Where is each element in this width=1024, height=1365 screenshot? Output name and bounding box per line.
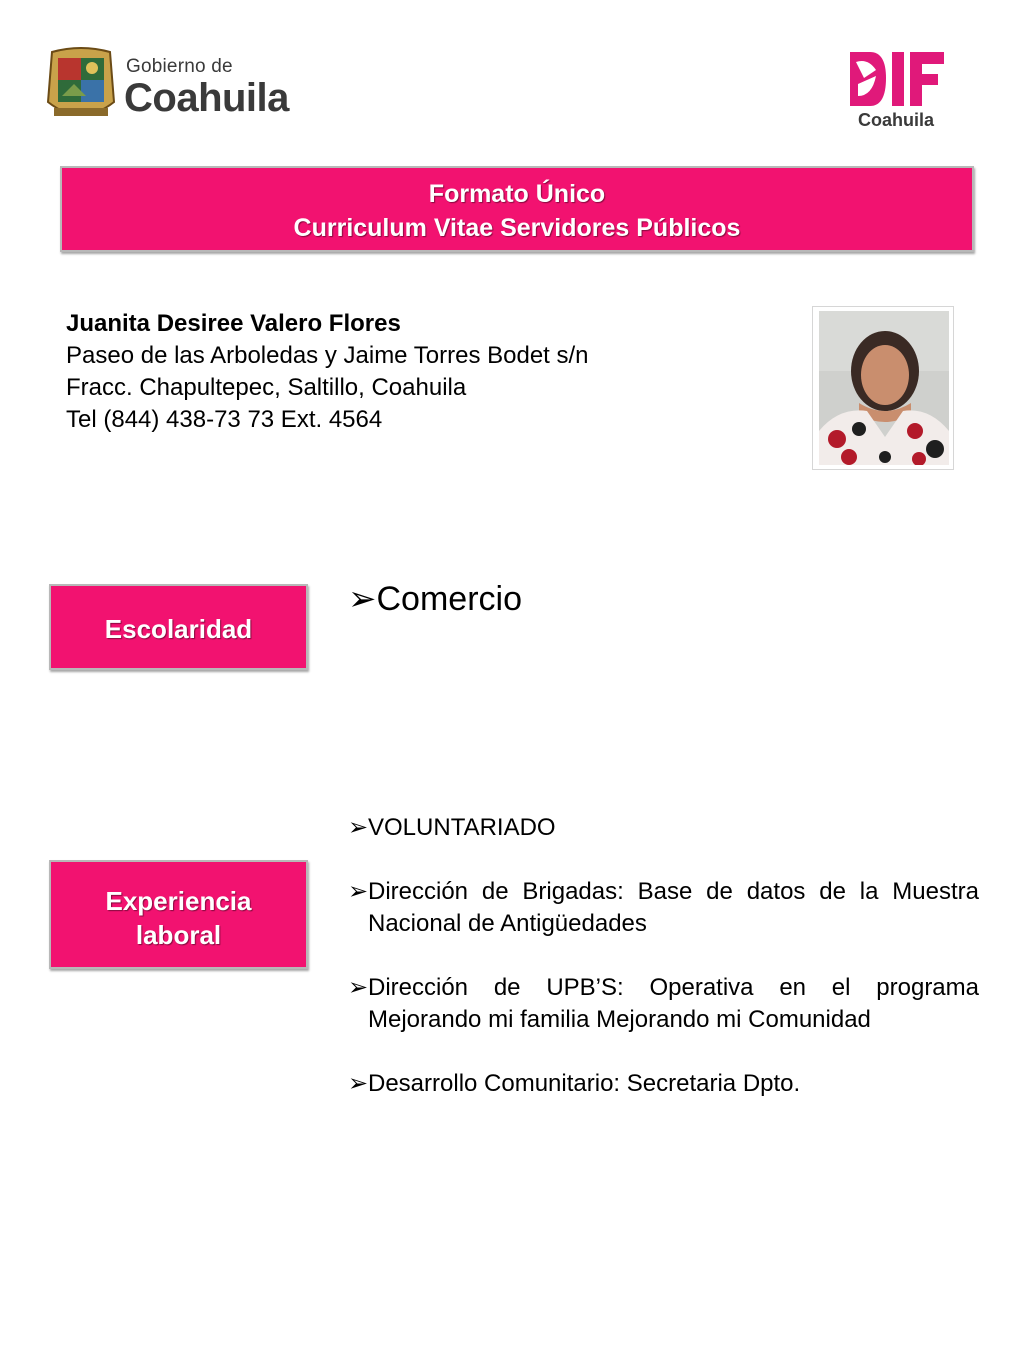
escolaridad-item <box>348 578 522 620</box>
arrow-bullet-icon: ➢ <box>348 878 369 905</box>
coahuila-seal-icon <box>44 46 118 124</box>
experience-item-text: VOLUNTARIADO <box>368 814 556 841</box>
dif-coahuila-text: Coahuila <box>858 110 935 130</box>
arrow-bullet-icon: ➢ <box>348 1070 369 1097</box>
experiencia-label-line2: laboral <box>135 920 222 950</box>
address-line-2: Fracc. Chapultepec, Saltillo, Coahuila <box>66 374 467 401</box>
banner-title-line2: Curriculum Vitae Servidores Públicos <box>293 214 741 242</box>
experience-item-text: Dirección de UPB’S: Operativa en el programa Mejorando mi familia Mejorando mi Comunidad <box>368 974 979 1033</box>
experience-list <box>348 812 979 1100</box>
gobierno-coahuila-logo <box>44 46 304 126</box>
experiencia-label <box>49 860 308 969</box>
logo-gobierno-text: Gobierno de <box>126 56 233 77</box>
escolaridad-item-text: Comercio <box>376 580 522 618</box>
list-item <box>348 876 979 940</box>
list-item <box>348 1068 979 1100</box>
title-banner <box>60 166 974 252</box>
list-item <box>348 972 979 1036</box>
phone-line: Tel (844) 438-73 73 Ext. 4564 <box>66 406 383 433</box>
arrow-bullet-icon: ➢ <box>348 814 369 841</box>
logo-coahuila-text: Coahuila <box>124 76 289 120</box>
profile-photo <box>812 306 954 470</box>
profile-photo-image <box>819 311 949 465</box>
experiencia-label-line1: Experiencia <box>105 886 252 916</box>
dif-coahuila-logo <box>846 48 956 134</box>
arrow-bullet-icon: ➢ <box>348 974 369 1001</box>
escolaridad-label: Escolaridad <box>49 584 308 670</box>
contact-block <box>66 308 589 436</box>
experience-item-text: Desarrollo Comunitario: Secretaria Dpto. <box>368 1070 801 1097</box>
address-line-1: Paseo de las Arboledas y Jaime Torres Bodet s/n <box>66 342 589 369</box>
dif-logo-icon <box>846 48 946 110</box>
banner-title-line1: Formato Único <box>428 180 606 208</box>
person-name: Juanita Desiree Valero Flores <box>66 310 401 337</box>
list-item <box>348 812 979 844</box>
arrow-bullet-icon: ➢ <box>348 580 377 618</box>
experience-item-text: Dirección de Brigadas: Base de datos de la Muestra Nacional de Antigüedades <box>368 878 979 937</box>
